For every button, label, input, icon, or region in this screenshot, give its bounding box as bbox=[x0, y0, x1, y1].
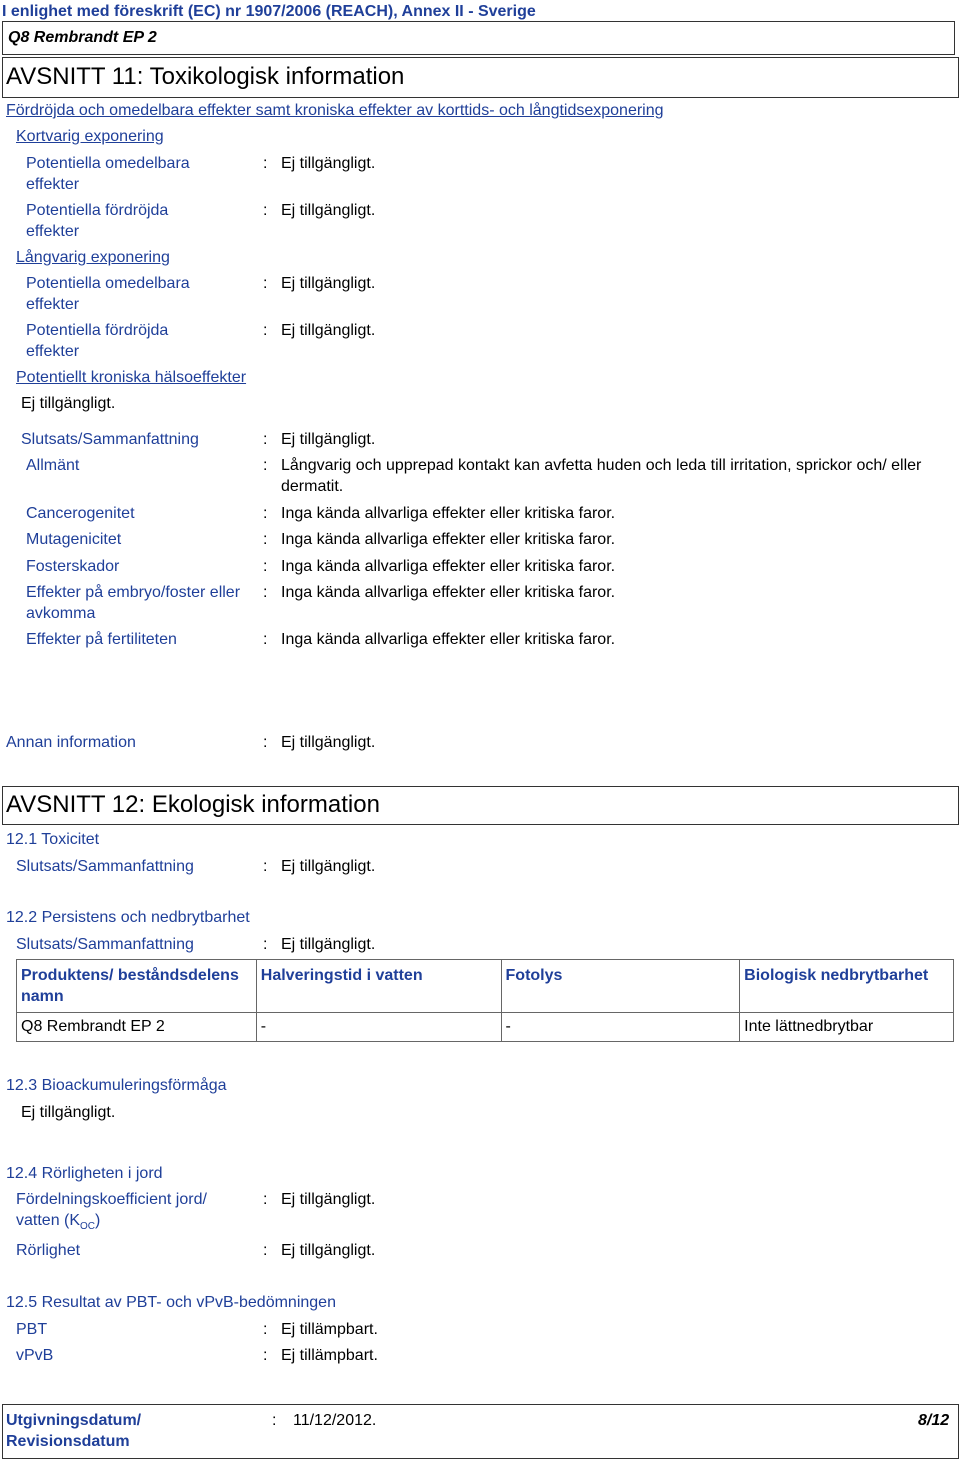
colon: : bbox=[263, 1347, 268, 1364]
general-label: Allmänt bbox=[26, 457, 80, 474]
pbt-label: PBT bbox=[16, 1321, 48, 1338]
bioaccumulation-value: Ej tillgängligt. bbox=[21, 1104, 116, 1121]
short-immediate-value: Ej tillgängligt. bbox=[281, 155, 376, 172]
long-immediate-label: Potentiella omedelbara effekter bbox=[26, 275, 190, 313]
summary-value: Ej tillgängligt. bbox=[281, 431, 376, 448]
colon: : bbox=[263, 858, 268, 875]
koc-label: Fördelningskoefficient jord/ vatten $(K_{OC})$ bbox=[16, 1191, 207, 1233]
table-cell: Inte lättnedbrytbar bbox=[740, 1013, 954, 1042]
short-immediate-label: Potentiella omedelbara effekter bbox=[26, 155, 190, 193]
section-11-title: AVSNITT 11: Toxikologisk information bbox=[6, 63, 405, 90]
vpvb-label: vPvB bbox=[16, 1347, 54, 1364]
fertility-label: Effekter på fertiliteten bbox=[26, 631, 177, 648]
product-name: Q8 Rembrandt EP 2 bbox=[8, 29, 157, 46]
mutagenicity-label: Mutagenicitet bbox=[26, 531, 122, 548]
table-header-cell: Produktens/ beståndsdelens namn bbox=[17, 960, 257, 1013]
colon: : bbox=[263, 734, 268, 751]
table-cell: - bbox=[256, 1013, 501, 1042]
table-header-cell: Fotolys bbox=[501, 960, 740, 1013]
issue-date-value: 11/12/2012. bbox=[293, 1412, 377, 1429]
chronic-heading: Potentiellt kroniska hälsoeffekter bbox=[16, 369, 247, 386]
colon: : bbox=[263, 531, 268, 548]
mobility-value: Ej tillgängligt. bbox=[281, 1242, 376, 1259]
page-number: 8/12 bbox=[918, 1412, 950, 1429]
toxicity-summary-label: Slutsats/Sammanfattning bbox=[16, 858, 194, 875]
chronic-value: Ej tillgängligt. bbox=[21, 395, 116, 412]
colon: : bbox=[263, 1242, 268, 1259]
other-info-label: Annan information bbox=[6, 734, 136, 751]
long-exposure-heading: Långvarig exponering bbox=[16, 249, 170, 266]
persistence-summary-label: Slutsats/Sammanfattning bbox=[16, 936, 194, 953]
table-header-row bbox=[17, 960, 954, 1013]
colon: : bbox=[263, 1321, 268, 1338]
colon: : bbox=[263, 322, 268, 339]
issue-date-label: Utgivningsdatum/ Revisionsdatum bbox=[6, 1412, 142, 1450]
colon: : bbox=[263, 431, 268, 448]
colon: : bbox=[263, 631, 268, 648]
colon: : bbox=[263, 505, 268, 522]
pbt-value: Ej tillämpbart. bbox=[281, 1321, 378, 1338]
short-exposure-heading: Kortvarig exponering bbox=[16, 128, 164, 145]
teratogenicity-label: Fosterskador bbox=[26, 558, 120, 575]
persistence-table bbox=[16, 959, 954, 1042]
teratogenicity-value: Inga kända allvarliga effekter eller kritiska faror. bbox=[281, 558, 616, 575]
colon: : bbox=[263, 155, 268, 172]
colon: : bbox=[263, 457, 268, 474]
section-12-title: AVSNITT 12: Ekologisk information bbox=[6, 791, 380, 818]
carcinogenicity-value: Inga kända allvarliga effekter eller kritiska faror. bbox=[281, 505, 616, 522]
other-info-value: Ej tillgängligt. bbox=[281, 734, 376, 751]
colon: : bbox=[263, 1191, 268, 1208]
table-cell: - bbox=[501, 1013, 740, 1042]
colon: : bbox=[263, 202, 268, 219]
pbt-heading: 12.5 Resultat av PBT- och vPvB-bedömningen bbox=[6, 1294, 336, 1311]
long-immediate-value: Ej tillgängligt. bbox=[281, 275, 376, 292]
colon: : bbox=[263, 936, 268, 953]
colon: : bbox=[263, 558, 268, 575]
developmental-value: Inga kända allvarliga effekter eller kritiska faror. bbox=[281, 584, 616, 601]
colon: : bbox=[263, 584, 268, 601]
developmental-label: Effekter på embryo/foster eller avkomma bbox=[26, 584, 241, 622]
table-row bbox=[17, 1013, 954, 1042]
long-delayed-label: Potentiella fördröjda effekter bbox=[26, 322, 169, 360]
persistence-heading: 12.2 Persistens och nedbrytbarhet bbox=[6, 909, 250, 926]
table-cell: Q8 Rembrandt EP 2 bbox=[17, 1013, 257, 1042]
effects-subtitle: Fördröjda och omedelbara effekter samt kroniska effekter av korttids- och långtidsexponering bbox=[6, 102, 664, 119]
carcinogenicity-label: Cancerogenitet bbox=[26, 505, 135, 522]
bioaccumulation-heading: 12.3 Bioackumuleringsförmåga bbox=[6, 1077, 227, 1094]
general-value: Långvarig och upprepad kontakt kan avfetta huden och leda till irritation, sprickor och/ eller dermatit. bbox=[281, 457, 922, 495]
short-delayed-value: Ej tillgängligt. bbox=[281, 202, 376, 219]
colon: : bbox=[272, 1412, 277, 1429]
table-header-cell: Halveringstid i vatten bbox=[256, 960, 501, 1013]
mobility-label: Rörlighet bbox=[16, 1242, 81, 1259]
mobility-heading: 12.4 Rörligheten i jord bbox=[6, 1165, 163, 1182]
mutagenicity-value: Inga kända allvarliga effekter eller kritiska faror. bbox=[281, 531, 616, 548]
long-delayed-value: Ej tillgängligt. bbox=[281, 322, 376, 339]
regulation-title: I enlighet med föreskrift (EC) nr 1907/2006 (REACH), Annex II - Sverige bbox=[2, 3, 536, 20]
toxicity-summary-value: Ej tillgängligt. bbox=[281, 858, 376, 875]
summary-label: Slutsats/Sammanfattning bbox=[21, 431, 199, 448]
table-header-cell: Biologisk nedbrytbarhet bbox=[740, 960, 954, 1013]
colon: : bbox=[263, 275, 268, 292]
koc-value: Ej tillgängligt. bbox=[281, 1191, 376, 1208]
toxicity-heading: 12.1 Toxicitet bbox=[6, 831, 100, 848]
short-delayed-label: Potentiella fördröjda effekter bbox=[26, 202, 169, 240]
vpvb-value: Ej tillämpbart. bbox=[281, 1347, 378, 1364]
persistence-summary-value: Ej tillgängligt. bbox=[281, 936, 376, 953]
fertility-value: Inga kända allvarliga effekter eller kritiska faror. bbox=[281, 631, 616, 648]
